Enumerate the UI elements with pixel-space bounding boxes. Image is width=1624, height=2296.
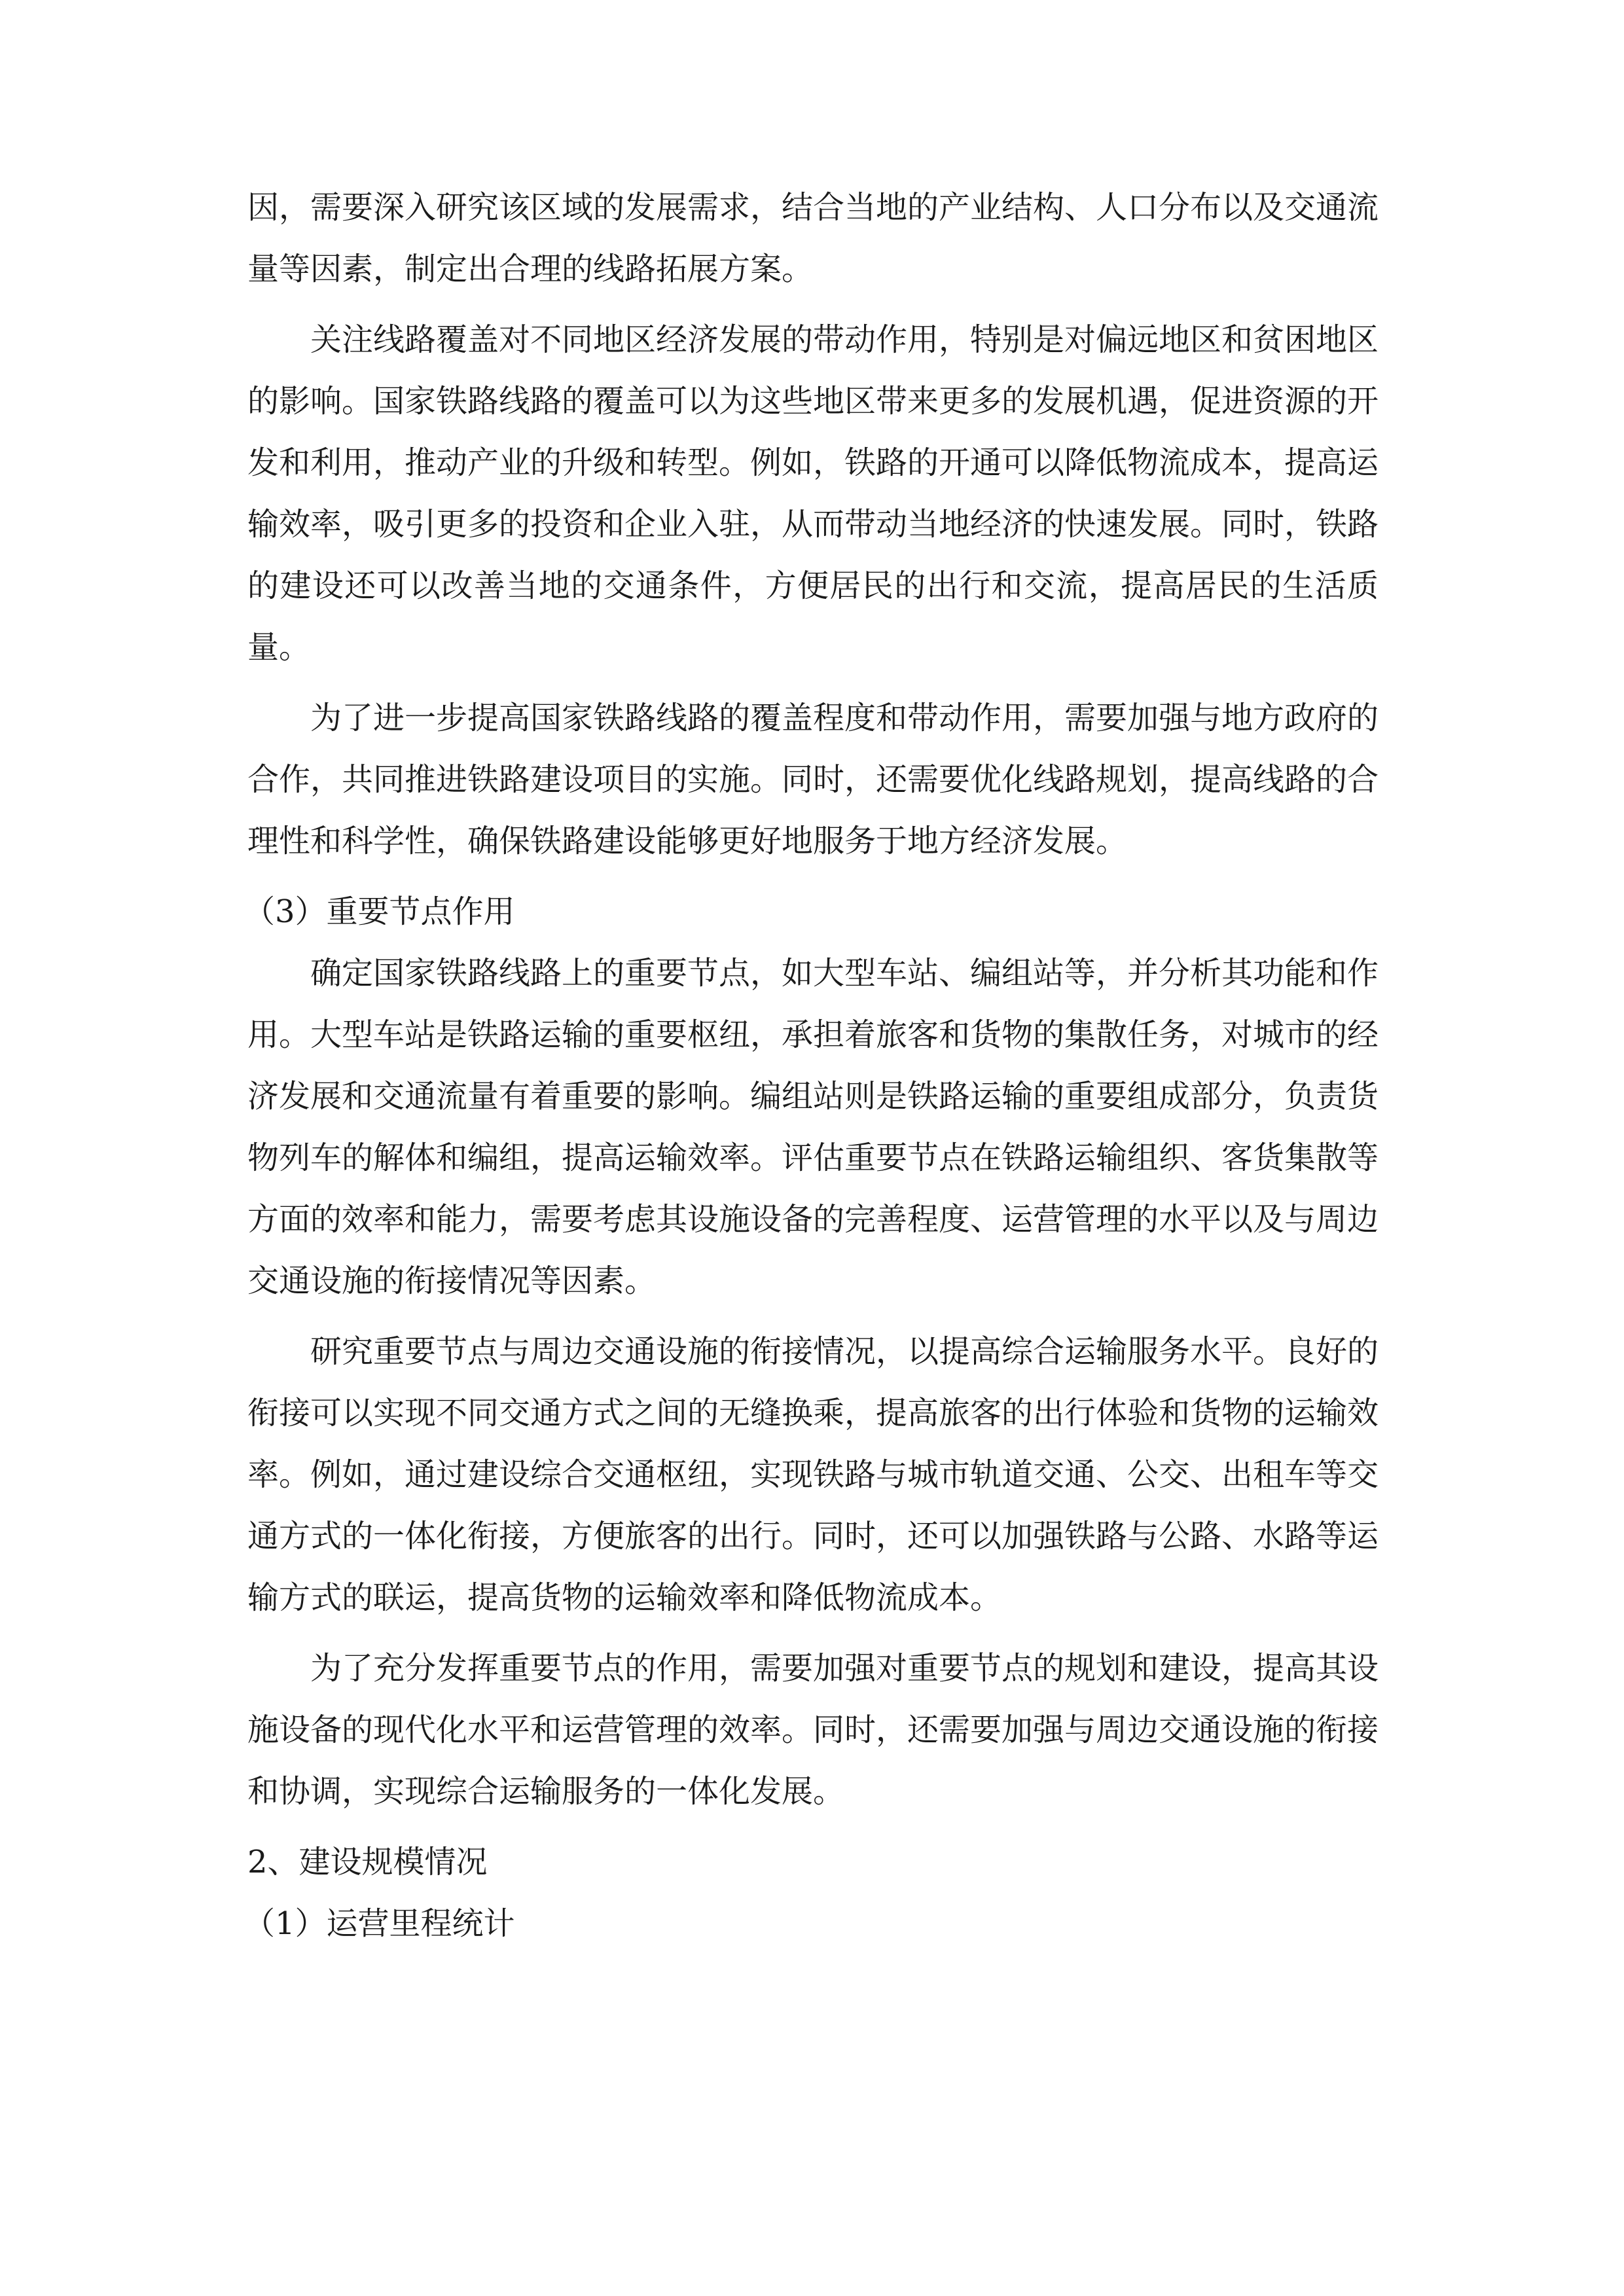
- paragraph: 确定国家铁路线路上的重要节点，如大型车站、编组站等，并分析其功能和作用。大型车站是铁路运输的重要枢纽，承担着旅客和货物的集散任务，对城市的经济发展和交通流量有着重要的影响。编组站则是铁路运输的重要组成部分，负责货物列车的解体和编组，提高运输效率。评估重要节点在铁路运输组织、客货集散等方面的效率和能力，需要考虑其设施设备的完善程度、运营管理的水平以及与周边交通设施的衔接情况等因素。: [247, 955, 1379, 1299]
- document-body: [244, 177, 1379, 1954]
- paragraph: 关注线路覆盖对不同地区经济发展的带动作用，特别是对偏远地区和贫困地区的影响。国家铁路线路的覆盖可以为这些地区带来更多的发展机遇，促进资源的开发和利用，推动产业的升级和转型。例如，铁路的开通可以降低物流成本，提高运输效率，吸引更多的投资和企业入驻，从而带动当地经济的快速发展。同时，铁路的建设还可以改善当地的交通条件，方便居民的出行和交流，提高居民的生活质量。: [247, 321, 1379, 666]
- chapter-heading: 2、建设规模情况: [247, 1844, 488, 1880]
- section-heading: （1）运营里程统计: [244, 1905, 515, 1942]
- section-heading: （3）重要节点作用: [244, 893, 515, 930]
- paragraph-continuation: 因，需要深入研究该区域的发展需求，结合当地的产业结构、人口分布以及交通流量等因素，制定出合理的线路拓展方案。: [247, 189, 1379, 287]
- paragraph: 为了进一步提高国家铁路线路的覆盖程度和带动作用，需要加强与地方政府的合作，共同推进铁路建设项目的实施。同时，还需要优化线路规划，提高线路的合理性和科学性，确保铁路建设能够更好地服务于地方经济发展。: [247, 700, 1379, 859]
- paragraph: 为了充分发挥重要节点的作用，需要加强对重要节点的规划和建设，提高其设施设备的现代化水平和运营管理的效率。同时，还需要加强与周边交通设施的衔接和协调，实现综合运输服务的一体化发展。: [247, 1650, 1379, 1810]
- paragraph: 研究重要节点与周边交通设施的衔接情况，以提高综合运输服务水平。良好的衔接可以实现不同交通方式之间的无缝换乘，提高旅客的出行体验和货物的运输效率。例如，通过建设综合交通枢纽，实现铁路与城市轨道交通、公交、出租车等交通方式的一体化衔接，方便旅客的出行。同时，还可以加强铁路与公路、水路等运输方式的联运，提高货物的运输效率和降低物流成本。: [247, 1333, 1379, 1616]
